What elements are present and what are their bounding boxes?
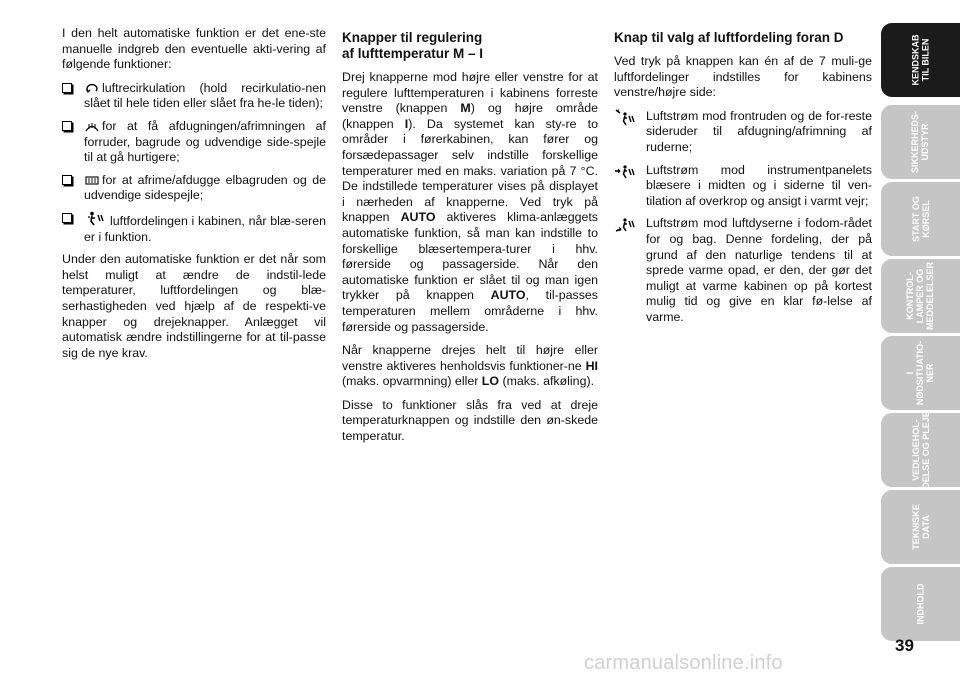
air-distribution-icon: [85, 211, 107, 227]
tab-tekniske-data[interactable]: TEKNISKE DATA: [881, 490, 960, 564]
airflow-dashboard-icon: [614, 163, 638, 186]
checkbox-bullet-icon: [62, 121, 72, 131]
paragraph-hi-lo: Når knapperne drejes helt til højre eller venstre aktiveres henholdsvis funktioner-ne HI (maks. opvarmning) eller LO (maks. afkøling).: [342, 343, 598, 389]
section-heading-temperature: Knapper til regulering af lufttemperatur M – I: [342, 30, 484, 61]
item-airflow-feet: Luftstrøm mod luftdyserne i fodom-rådet for og bag. Denne fordeling, der på grund af den naturlige tendens til at sprede varme opad, er den, der gør det muligt at varme kabinen op på kortest mulig tid og give en klar fø-lelse af varme.: [614, 216, 872, 325]
rear-window-heat-icon: [85, 174, 99, 186]
page-number: 39: [895, 636, 914, 655]
tab-vedligeholdelse[interactable]: VEDLIGEHOL- DELSE OG PLEJE: [881, 413, 960, 487]
checkbox-bullet-icon: [62, 83, 72, 93]
airflow-windscreen-icon: [614, 109, 638, 132]
paragraph-temperature-knobs: Drej knapperne mod højre eller venstre for at regulere lufttemperaturen i kabinens forreste venstre (knappen M) og højre område (knappen I). Da systemet kan sty-re to områder i førerkabinen, kan fører og forsædepassager selv indstille forskellige temperaturer med en maks. variation på 7 °C. De indstillede temperaturer vises på displayet i nærheden af knapperne. Ved tryk på knappen AUTO aktiveres klima-anlæggets automatiske funktion, så man kan indstille to forskellige blæsertempera-turer i hhv. førerside og passagerside. Når den automatiske funktion er slået til og man igen trykker på knappen AUTO, til-passes temperaturen mellem områderne i hhv. førerside og passagerside.: [342, 70, 599, 334]
recirculation-icon: [85, 82, 99, 94]
tab-sikkerhedsudstyr[interactable]: SIKKERHEDS- UDSTYR: [881, 105, 960, 179]
column-middle: [342, 26, 598, 453]
bullet-rear-window-heat: for at afrime/afdugge elbagruden og de udvendige sidespejle;: [62, 173, 326, 204]
item-airflow-dashboard: Luftstrøm mod instrumentpanelets blæsere i midten og i siderne til ven-tilation af overkrop og ansigt i varmt vejr;: [614, 163, 872, 210]
checkbox-bullet-icon: [62, 213, 72, 223]
paragraph-disable-hi-lo: Disse to funktioner slås fra ved at dreje temperaturknappen og indstille den øn-skede temperatur.: [342, 397, 598, 444]
airflow-feet-icon: [614, 216, 638, 239]
intro-paragraph: I den helt automatiske funktion er det ene-ste manuelle indgreb den eventuelle akti-vering af følgende funktioner:: [62, 26, 326, 72]
checkbox-bullet-icon: [62, 175, 72, 185]
column-right: [614, 26, 872, 333]
item-airflow-windscreen: Luftstrøm mod frontruden og de for-reste sideruder til afdugning/afrimning af ruderne;: [614, 109, 872, 156]
tab-start-og-korsel[interactable]: START OG KØRSEL: [881, 182, 960, 256]
bullet-max-defrost: for at få afdugningen/afrimningen af forruder, bagrude og udvendige side-spejle til at gå hurtigere;: [62, 119, 326, 166]
paragraph-manual-changes: Under den automatiske funktion er det når som helst muligt at ændre de indstil-lede temperaturer, luftfordelingen og blæ-serhastigheden ved hjælp af de respekti-ve knapper og drejeknapper. Anlægget vil automatisk ændre indstillingerne for at til-passe sig de nye krav.: [62, 252, 326, 360]
tab-indhold[interactable]: INDHOLD: [881, 567, 960, 641]
tab-kontrollamper[interactable]: KONTROL- LAMPER OG MEDDELELSER: [881, 259, 960, 333]
max-defrost-icon: [85, 120, 99, 132]
tab-kendskab-til-bilen[interactable]: KENDSKAB TIL BILEN: [881, 23, 960, 97]
watermark: carmanualsonline.info: [584, 652, 783, 674]
paragraph-distribution-intro: Ved tryk på knappen kan én af de 7 muli-ge luftfordelinger indstilles for kabinens venstre/højre side:: [614, 54, 872, 100]
bullet-recirculation: luftrecirkulation (hold recirkulatio-nen slået til hele tiden eller slået fra he-le tiden);: [62, 81, 326, 112]
tab-nodsituationer[interactable]: I NØDSITUATIO- NER: [881, 336, 960, 410]
column-left: [62, 26, 326, 369]
section-heading-distribution: Knap til valg af luftfordeling foran D: [614, 30, 844, 45]
bullet-air-distribution: luftfordelingen i kabinen, når blæ-seren er i funktion.: [62, 211, 326, 245]
